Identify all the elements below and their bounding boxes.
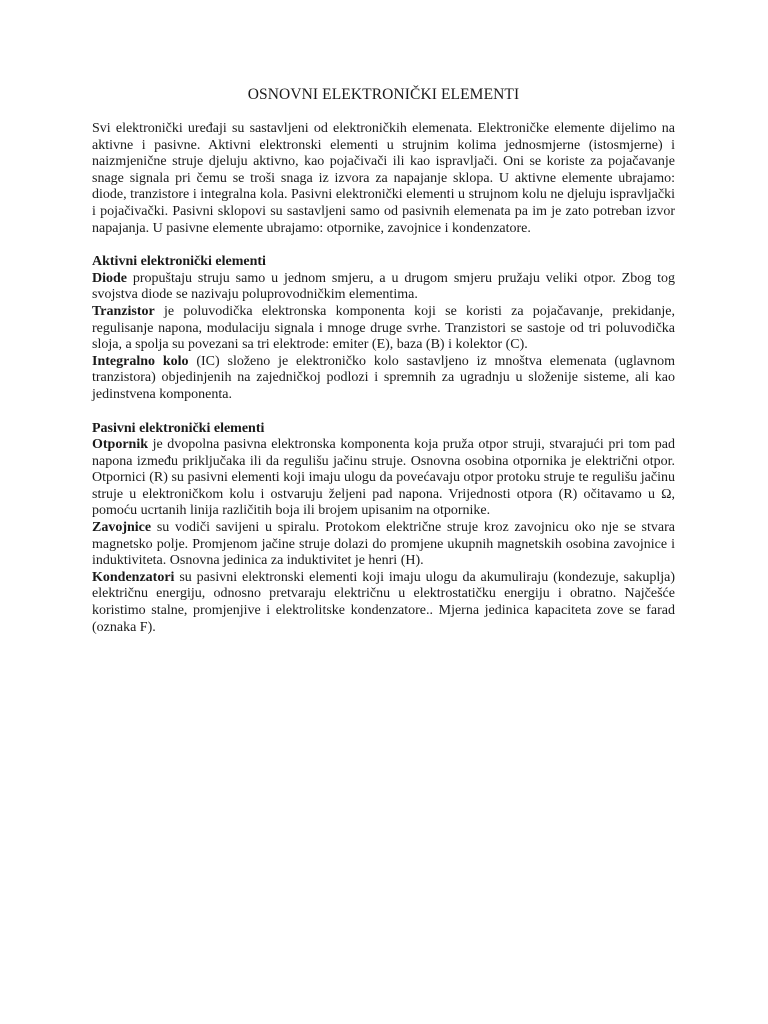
resistor-text: je dvopolna pasivna elektronska komponenta koja pruža otpor struji, stvarajući pri tom pad napona između priključaka ili da regulišu jačinu struje. Osnovna osobina otpornika je električni otpor. Otpornici (R) su pasivni elementi koji imaju ulogu da povećavaju otpor protoku struje te regulišu jačinu struje u elektroničkom kolu i ostvaruju željeni pad napona. Vrijednosti otpora (R) očitavamo u Ω, pomoću ucrtanih linija različitih boja ili brojem upisanim na otpornike.: [92, 437, 675, 519]
coil-term: Zavojnice: [92, 520, 152, 536]
transistor-term: Tranzistor: [92, 303, 155, 319]
document-title: OSNOVNI ELEKTRONIČKI ELEMENTI: [247, 86, 520, 103]
integrated-circuit-term: Integralno kolo: [92, 353, 189, 369]
diode-term: Diode: [92, 270, 127, 286]
integrated-circuit-paragraph: [92, 354, 675, 404]
capacitor-paragraph: [92, 570, 675, 636]
resistor-paragraph: [92, 437, 675, 520]
diode-text: propuštaju struju samo u jednom smjeru, a u drugom smjeru pružaju veliki otpor. Zbog tog svojstva diode se nazivaju poluprovodničkim elementima.: [92, 270, 675, 303]
resistor-term: Otpornik: [92, 437, 149, 453]
passive-elements-heading: Pasivni elektronički elementi: [92, 420, 265, 436]
transistor-text: je poluvodička elektronska komponenta koji se koristi za pojačavanje, prekidanje, regulisanje napona, modulaciju signala i mnoge druge svrhe. Tranzistori se sastoje od tri poluvodička sloja, a spolja su povezani sa tri elektrode: emiter (E), baza (B) i kolektor (C).: [92, 303, 675, 353]
coil-text: su vodiči savijeni u spiralu. Protokom električne struje kroz zavojnicu oko nje se stvara magnetsko polje. Promjenom jačine struje dolazi do promjene ukupnih magnetskih osobina zavojnice i induktiviteta. Osnovna jedinica za induktivitet je henri (H).: [92, 520, 675, 569]
coil-paragraph: [92, 520, 675, 570]
document-page: [92, 86, 675, 636]
integrated-circuit-text: (IC) složeno je elektroničko kolo sastavljeno iz mnoštva elemenata (uglavnom tranzistora) objedinjenih na zajedničkoj podlozi i spremnih za ugradnju u složenije sisteme, ali kao jedinstvena komponenta.: [92, 353, 675, 402]
active-elements-heading: Aktivni elektronički elementi: [92, 254, 266, 270]
diode-paragraph: [92, 271, 675, 304]
spacer: [92, 404, 675, 421]
capacitor-term: Kondenzatori: [92, 569, 175, 585]
spacer: [92, 237, 675, 254]
transistor-paragraph: [92, 304, 675, 354]
intro-paragraph: Svi elektronički uređaji su sastavljeni od elektroničkih elemenata. Elektroničke elemente dijelimo na aktivne i pasivne. Aktivni elektronski elementi u strujnim kolima jednosmjerne (istosmjerne) i naizmjenične struje djeluju aktivno, kao pojačivači ili kao ispravljači. Oni se koriste za pojačavanje snage signala pri čemu se troši snaga iz izvora za napajanje sklopa. U aktivne elemente ubrajamo: diode, tranzistore i integralna kola. Pasivni elektronički elementi u strujnom kolu ne djeluju ispravljački i pojačivački. Pasivni sklopovi su sastavljeni samo od pasivnih elemenata pa im je zato potreban izvor napajanja. U pasivne elemente ubrajamo: otpornike, zavojnice i kondenzatore.: [92, 121, 675, 236]
capacitor-text: su pasivni elektronski elementi koji imaju ulogu da akumuliraju (kondezuje, sakuplja) električnu energiju, odnosno pretvaraju električnu u elektrostatičku energiju i obratno. Najčešće koristimo stalne, promjenjive i elektrolitske kondenzatore.. Mjerna jedinica kapaciteta zove se farad (oznaka F).: [92, 569, 675, 635]
